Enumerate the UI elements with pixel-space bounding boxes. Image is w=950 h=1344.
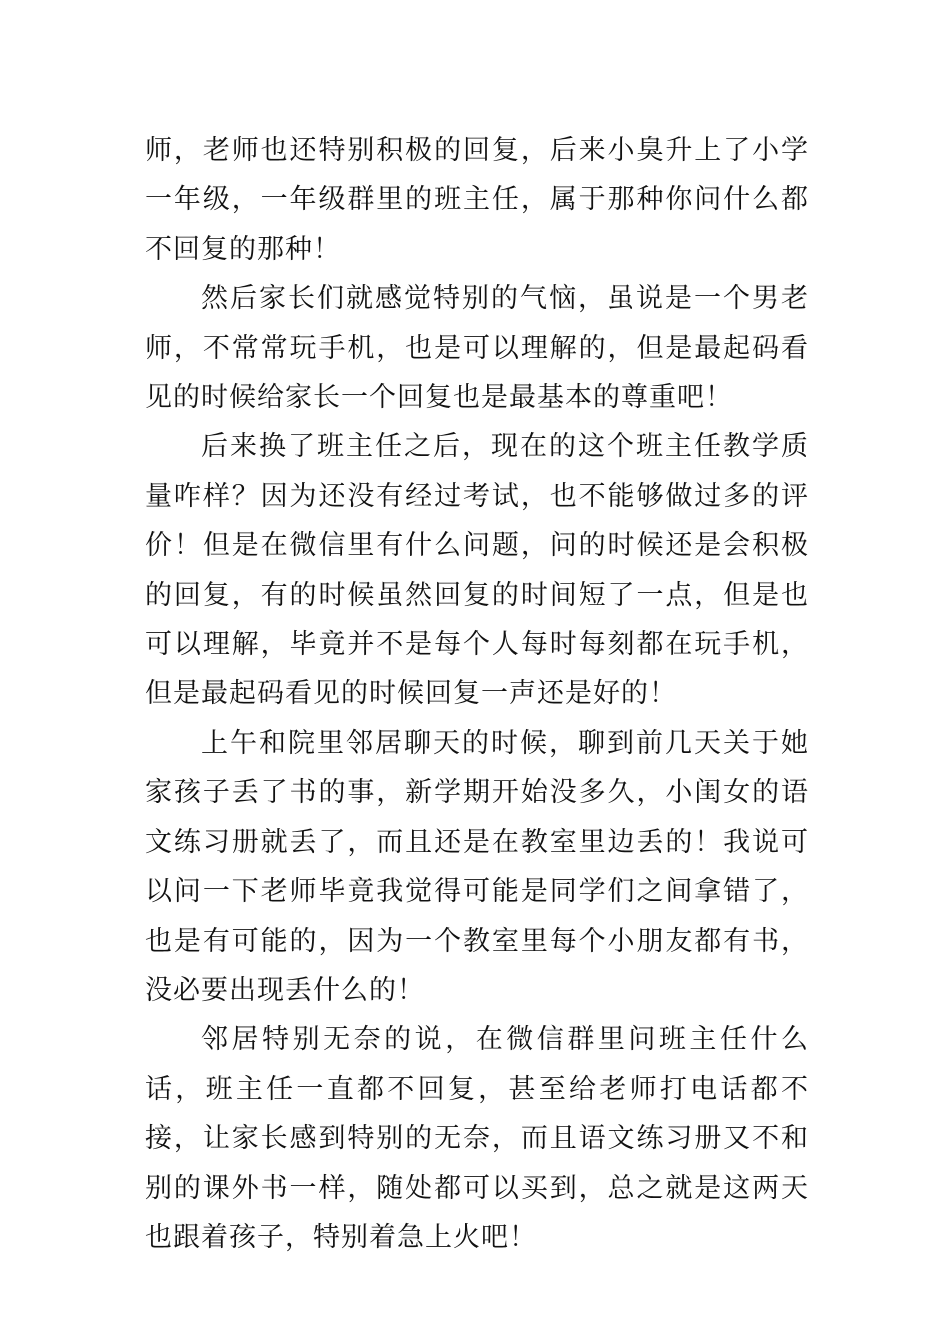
- paragraph-5: 邻居特别无奈的说，在微信群里问班主任什么话，班主任一直都不回复，甚至给老师打电话都不接，让家长感到特别的无奈，而且语文练习册又不和别的课外书一样，随处都可以买到，总之就是这两天也跟着孩子，特别着急上火吧！: [145, 1024, 809, 1253]
- paragraph-4: 上午和院里邻居聊天的时候，聊到前几天关于她家孩子丢了书的事，新学期开始没多久，小闺女的语文练习册就丢了，而且还是在教室里边丢的！我说可以问一下老师毕竟我觉得可能是同学们之间拿错了，也是有可能的，因为一个教室里每个小朋友都有书，没必要出现丢什么的！: [145, 727, 809, 1006]
- paragraph-1: 师，老师也还特别积极的回复，后来小臭升上了小学一年级，一年级群里的班主任，属于那种你问什么都不回复的那种！: [145, 135, 809, 265]
- paragraph-3: 后来换了班主任之后，现在的这个班主任教学质量咋样？因为还没有经过考试，也不能够做过多的评价！但是在微信里有什么问题，问的时候还是会积极的回复，有的时候虽然回复的时间短了一点，但是也可以理解，毕竟并不是每个人每时每刻都在玩手机，但是最起码看见的时候回复一声还是好的！: [145, 431, 809, 710]
- paragraph-2: 然后家长们就感觉特别的气恼，虽说是一个男老师，不常常玩手机，也是可以理解的，但是最起码看见的时候给家长一个回复也是最基本的尊重吧！: [145, 283, 809, 414]
- article-body: [145, 126, 809, 1262]
